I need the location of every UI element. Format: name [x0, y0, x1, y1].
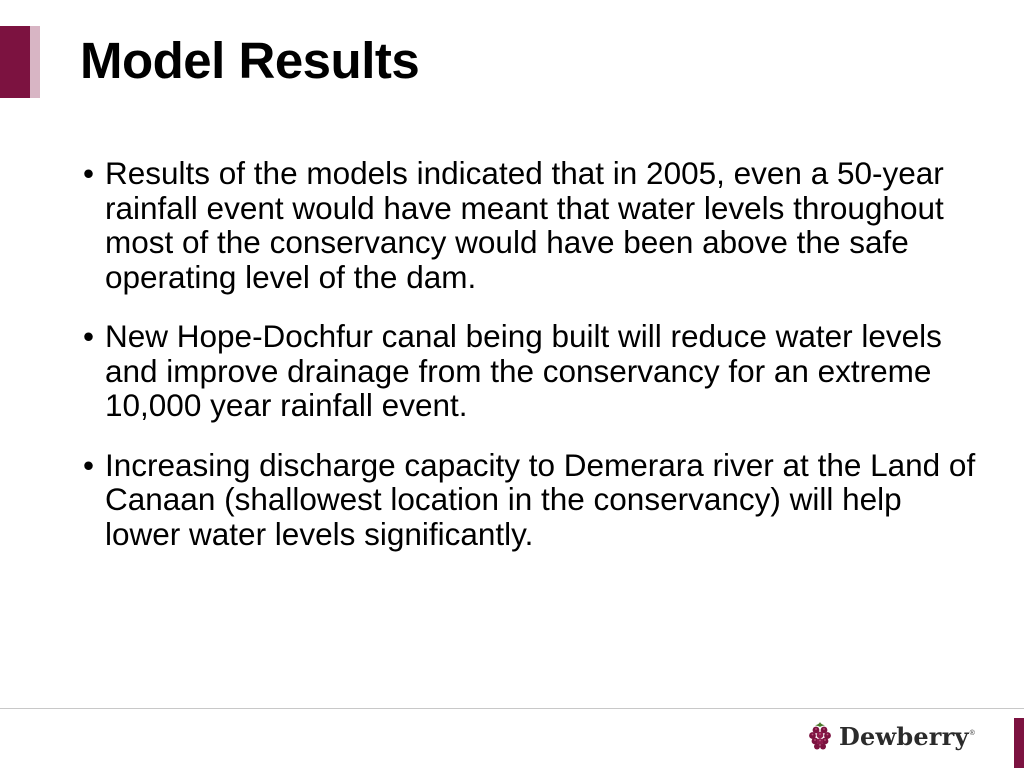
bullet-text: Increasing discharge capacity to Demerara river at the Land of Canaan (shallowest location in the conservancy) will help lower water levels significantly. [105, 446, 976, 552]
bullet-marker: • [83, 446, 95, 483]
bullet-item-3 [80, 448, 980, 552]
registered-mark: ® [969, 730, 975, 737]
accent-bar-dark [0, 26, 30, 98]
footer-divider [0, 708, 1024, 709]
bullet-text: New Hope-Dochfur canal being built will reduce water levels and improve drainage from the conservancy for an extreme 10,000 year rainfall event. [105, 318, 942, 423]
bullet-list [80, 156, 980, 576]
bullet-marker: • [83, 318, 95, 354]
bullet-text: Results of the models indicated that in 2005, even a 50-year rainfall event would have meant that water levels throughout most of the conservancy would have been above the safe operating level of the dam. [105, 155, 944, 295]
accent-bar-light [30, 26, 40, 98]
page-title: Model Results [80, 32, 420, 89]
logo-wordmark: Dewberry [839, 721, 969, 751]
bullet-item-2 [80, 319, 980, 423]
bullet-item-1 [80, 156, 980, 294]
dewberry-logo [808, 718, 975, 754]
raspberry-icon [808, 721, 832, 751]
footer-accent-tab [1014, 718, 1024, 768]
bullet-marker: • [83, 155, 95, 191]
title-accent-bar [0, 26, 40, 98]
